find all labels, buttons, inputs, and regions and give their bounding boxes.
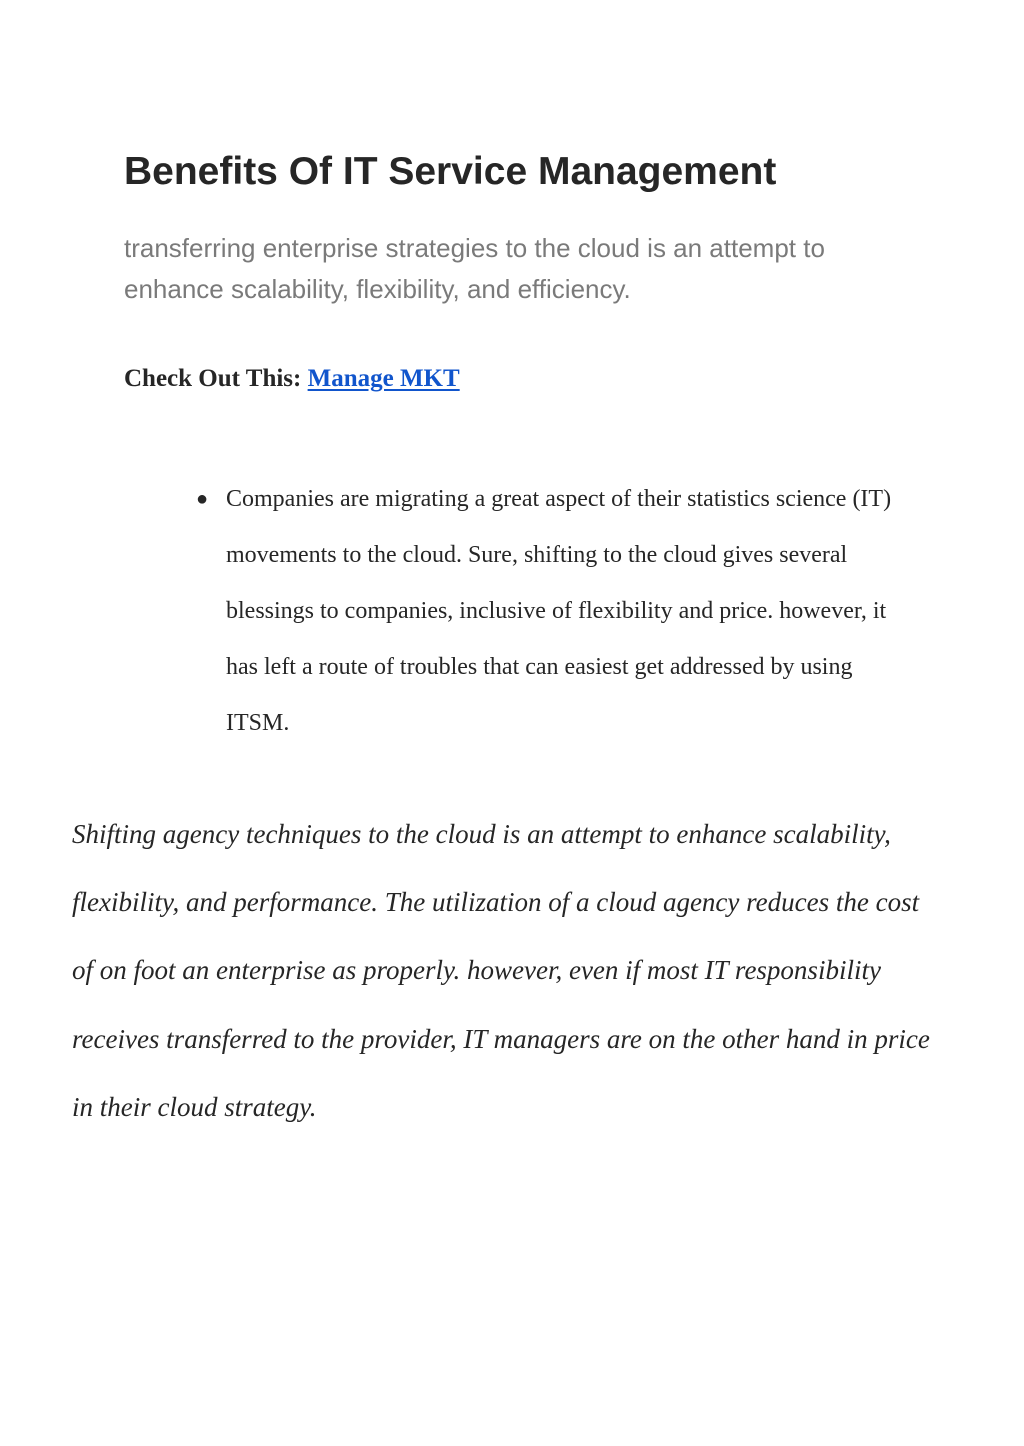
list-item <box>196 471 896 751</box>
italic-paragraph: Shifting agency techniques to the cloud is an attempt to enhance scalability, flexibility, and performance. The utilization of a cloud agency reduces the cost of on foot an enterprise as properly. however, even if most IT responsibility receives transferred to the provider, IT managers are on the other hand in price in their cloud strategy. <box>72 819 930 1122</box>
check-out-line <box>124 362 460 396</box>
check-out-label: Check Out This: <box>124 365 302 392</box>
page-title: Benefits Of IT Service Management <box>124 150 777 193</box>
manage-mkt-link[interactable]: Manage MKT <box>307 365 460 392</box>
page-subtitle: transferring enterprise strategies to the cloud is an attempt to enhance scalability, flexibility, and efficiency. <box>124 233 825 304</box>
list-item-text: Companies are migrating a great aspect of their statistics science (IT) movements to the cloud. Sure, shifting to the cloud gives several blessings to companies, inclusive of flexibility and price. however, it has left a route of troubles that can easiest get addressed by using ITSM. <box>226 486 892 736</box>
bullet-icon: ● <box>196 488 209 510</box>
bullet-list <box>196 471 896 751</box>
